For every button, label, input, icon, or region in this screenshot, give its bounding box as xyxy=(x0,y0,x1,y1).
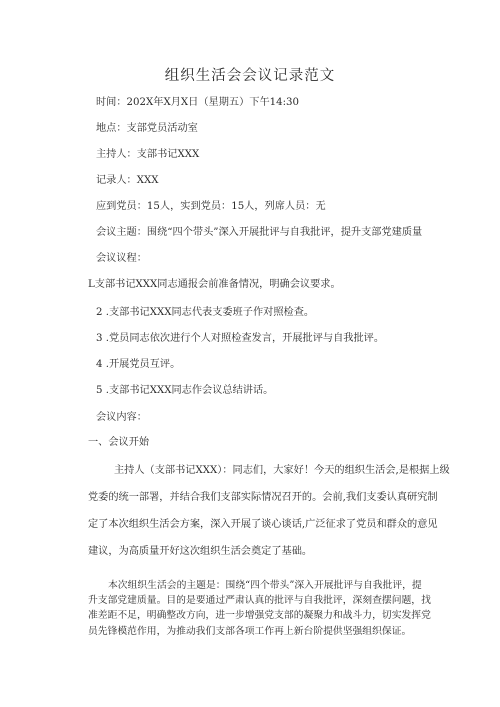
agenda-item-1: L支部书记XXX同志通报会前准备情况，明确会议要求。 xyxy=(88,279,341,290)
opening-line-3: 定了本次组织生活会方案，深入开展了谈心谈话,广泛征求了党员和群众的意见 xyxy=(88,519,438,530)
theme-paragraph-line: 本次组织生活会的主题是：围绕“四个带头”深入开展批评与自我批评，提 xyxy=(108,580,422,591)
theme-paragraph-line: 升支部党建质量。目的是要通过严肃认真的批评与自我批评，深刻查摆问题，找 xyxy=(88,595,431,607)
theme-paragraph-line: 准差距不足，明确整改方向，进一步增强党支部的凝聚力和战斗力，切实发挥党 xyxy=(88,610,431,622)
agenda-item-4: 4 .开展党员互评。 xyxy=(96,359,181,370)
agenda-label: 会议议程： xyxy=(96,253,147,264)
meeting-theme: 会议主题：围绕“四个带头”深入开展批评与自我批评，提升支部党建质量 xyxy=(96,227,423,238)
opening-line-2: 党委的统一部署，并结合我们支部实际情况召开的。会前,我们支委认真研究制 xyxy=(88,492,438,503)
agenda-item-3: 3 .党员同志依次进行个人对照检查发言，开展批评与自我批评。 xyxy=(96,333,385,344)
content-label: 会议内容： xyxy=(96,412,147,423)
meeting-recorder: 记录人：XXX xyxy=(96,175,159,186)
agenda-item-2: 2 .支部书记XXX同志代表支委班子作对照检查。 xyxy=(96,307,315,318)
theme-paragraph xyxy=(88,578,433,639)
section-heading: 一、会议开始 xyxy=(88,437,150,448)
theme-paragraph-line: 员先锋模范作用，为推动我们支部各项工作再上新台阶提供坚强组织保证。 xyxy=(88,625,412,637)
document-title: 组织生活会会议记录范文 xyxy=(164,68,336,84)
opening-line-4: 建议，为高质量开好这次组织生活会奠定了基础。 xyxy=(88,546,313,557)
meeting-attendance: 应到党员：15人，实到党员：15人，列席人员：无 xyxy=(96,201,326,212)
opening-line-1: 主持人（支部书记XXX）：同志们，大家好！今天的组织生活会,是根据上级 xyxy=(114,465,450,476)
meeting-place: 地点：支部党员活动室 xyxy=(96,123,198,134)
meeting-time: 时间：202X年X月X日（星期五）下午14:30 xyxy=(96,97,299,108)
agenda-item-5: 5 .支部书记XXX同志作会议总结讲话。 xyxy=(96,385,274,396)
meeting-host: 主持人：支部书记XXX xyxy=(96,149,200,160)
